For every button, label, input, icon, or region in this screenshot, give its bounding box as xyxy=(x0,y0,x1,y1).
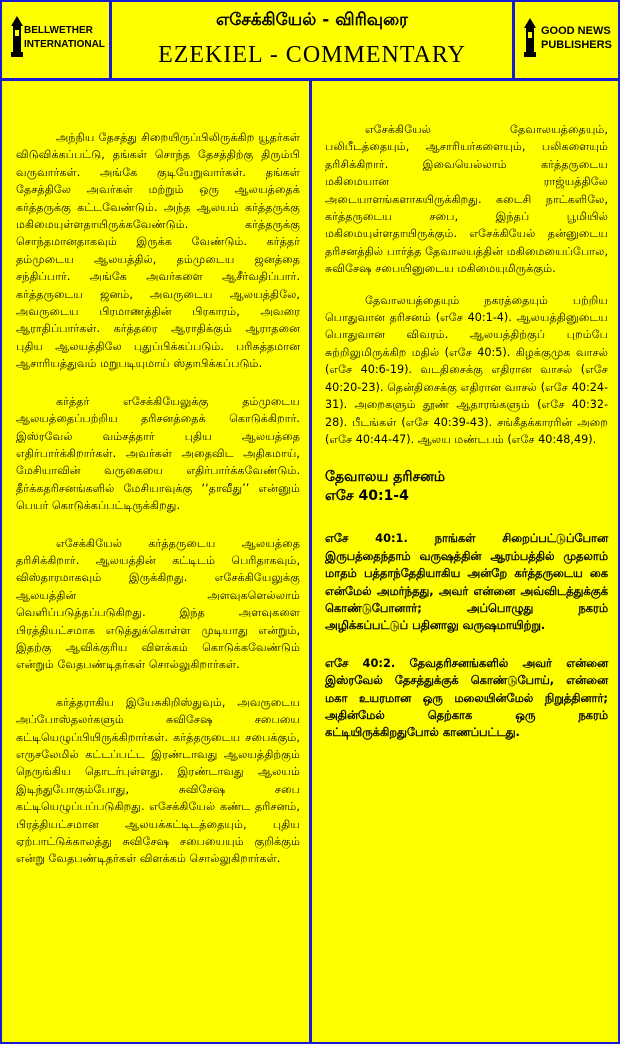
bellwether-logo xyxy=(2,2,112,78)
left-paragraph-4: கர்த்தராகிய இயேசுகிறிஸ்துவும், அவருடைய அப்போஸ்தலர்களும் சுவிசேஷ சபையை கட்டியெழுப்பியிருக்கிறார்கள். கர்த்தருடைய சபைக்கும், எருசலேமில் கட்டப்பட்ட இரண்டாவது ஆலயத்திற்கும் நெருங்கிய தொடர்புள்ளது. இரண்டாவது ஆலயம் இடிந்துபோகும்போது, சுவிசேஷ சபை கட்டியெழுப்பப்படுகிறது. எசேக்கியேல் கண்ட தரிசனம், பிரத்தியட்சமான ஆலயக்கட்டிடத்தையும், புதிய ஏற்பாட்டுக்காலத்து சுவிசேஷ சபையையும் குறிக்கும் என்று வேதபண்டிதர்கள் விளக்கம் சொல்லுகிறார்கள். xyxy=(16,695,300,866)
section-heading xyxy=(325,468,608,506)
page-title-tamil: எசேக்கியேல் - விரிவுரை xyxy=(216,10,408,30)
good-news-logo xyxy=(515,2,618,78)
right-column xyxy=(312,81,618,1042)
verse-40-1: எசே 40:1. நாங்கள் சிறைப்பட்டுப்போன இருபத்தைந்தாம் வருஷத்தின் ஆரம்பத்தில் முதலாம் மாதம் பத்தாந்தேதியாகிய அன்றே கர்த்தருடைய கை என்மேல் அமர்ந்தது, அவர் என்னை அவ்விடத்துக்குக் கொண்டுபோனார்; அப்பொழுது நகரம் அழிக்கப்பட்டுப் பதினாலு வருஷமாயிற்று. xyxy=(325,531,608,633)
left-paragraph-1: அந்நிய தேசத்து சிறையிருப்பிலிருக்கிற யூதர்கள் விடுவிக்கப்பட்டு, தங்கள் சொந்த தேசத்திற்கு திரும்பி வருவார்கள். அங்கே குடியேறுவார்கள். தங்கள் தேசத்திலே அவர்கள் மற்றும் ஒரு ஆலயத்தைக் கர்த்தருக்கு கட்டவேண்டும். அந்த ஆலயம் கர்த்தருக்கு மகிமையுள்ளதாயிருக்கவேண்டும். கர்த்தருக்கு சொந்தமானதாகவும் இருக்க வேண்டும். கர்த்தர் தம்முடைய ஆலயத்தில், தம்முடைய ஜனத்தை சந்திப்பார். அங்கே அவர்களை ஆசீர்வதிப்பார். கர்த்தருடைய ஜனம், அவருடைய ஆலயத்திலே, அவருடைய பிரமாணத்தின் பிரகாரம், அவரை ஆராதிப்பார்கள். கர்த்தரை ஆராதிக்கும் ஆராதனை புதிய ஆலயத்திலே புதுப்பிக்கப்படும். பரிசுத்தமான ஆசாரியத்துவம் மறுபடியுமாய் ஸ்தாபிக்கப்படும். xyxy=(16,131,300,371)
bell-tower-icon xyxy=(10,16,24,58)
left-logo-line1: BELLWETHER xyxy=(24,25,93,36)
section-heading-line1: தேவாலய தரிசனம் xyxy=(325,469,446,486)
left-logo-line2: INTERNATIONAL xyxy=(24,39,105,50)
verse-40-2: எசே 40:2. தேவதரிசனங்களில் அவர் என்னை இஸ்ரவேல் தேசத்துக்குக் கொண்டுபோய், என்னை மகா உயரமான ஒரு மலையின்மேல் நிறுத்தினார்; அதின்மேல் தெற்காக ஒரு நகரம் கட்டியிருக்கிறதுபோல் காணப்பட்டது. xyxy=(325,655,608,740)
section-heading-line2: எசே 40:1-4 xyxy=(325,488,409,505)
left-logo-text xyxy=(24,24,105,52)
left-paragraph-3: எசேக்கியேல் கர்த்தருடைய ஆலயத்தை தரிசிக்கிறார். ஆலயத்தின் கட்டிடம் பெரிதாகவும், விஸ்தாரமாகவும் இருக்கிறது. எசேக்கியேலுக்கு ஆலயத்தின் அளவுகளெல்லாம் வெளிப்படுத்தப்படுகிறது. இந்த அளவுகளை பிரத்தியட்சமாக எடுத்துக்கொள்ள முடியாது என்றும், இதற்கு ஆவிக்குரிய விளக்கம் கொடுக்கவேண்டும் என்றும் வேதபண்டிதர்கள் சொல்லுகிறார்கள். xyxy=(16,536,300,672)
left-column xyxy=(2,81,312,1042)
title-block xyxy=(112,2,515,78)
right-paragraph-2: தேவாலயத்தையும் நகரத்தையும் பற்றிய பொதுவான தரிசனம் (எசே 40:1-4). ஆலயத்தினுடைய பொதுவான விவரம். ஆலயத்திற்குப் புறம்பே சுற்றிலுமிருக்கிற மதில் (எசே 40:5). கிழக்குமுக வாசல் (எசே 40:6-19). வடதிசைக்கு எதிரான வாசல் (எசே 40:20-23). தென்திசைக்கு எதிரான வாசல் (எசே 40:24-31). அறைகளும் தூண் ஆதாரங்களும் (எசே 40:32-28). பீடங்கள் (எசே 40:39-43). சங்கீதக்காரரின் அறை (எசே 40:44-47). ஆலய மண்டபம் (எசே 40:48,49). xyxy=(325,293,608,446)
page-title-english: EZEKIEL - COMMENTARY xyxy=(158,42,466,68)
right-logo-text xyxy=(541,24,612,52)
bell-tower-icon xyxy=(523,18,537,58)
left-paragraph-2: கர்த்தர் எசேக்கியேலுக்கு தம்முடைய ஆலயத்தைப்பற்றிய தரிசனத்தைக் கொடுக்கிறார். இஸ்ரவேல் வம்சத்தார் புதிய ஆலயத்தை எதிர்பார்க்கிறார்கள். அவர்கள் அதைவிட அதிகமாய், மேசியாவின் வருகையை எதிர்பார்க்கவேண்டும். தீர்க்கதரிசனங்களில் மேசியாவுக்கு ‘‘தாவீது’’ என்னும் பெயர் கொடுக்கப்பட்டிருக்கிறது. xyxy=(16,394,300,513)
right-logo-line2: PUBLISHERS xyxy=(541,39,612,51)
header xyxy=(2,2,618,81)
right-logo-line1: GOOD NEWS xyxy=(541,25,611,37)
right-paragraph-1: எசேக்கியேல் தேவாலயத்தையும், பலிபீடத்தையும், ஆசாரியர்களையும், பலிகளையும் தரிசிக்கிறார். இவையெல்லாம் கர்த்தருடைய மகிமையான ராஜ்யத்திலே அடையாளங்களாகயிருக்கிறது. கடைசி நாட்களிலே, கர்த்தருடைய சபை, இந்தப் பூமியில் மகிமையுள்ளதாயிருக்கும். எசேக்கியேல் தன்னுடைய தரிசனத்தில் பார்த்த தேவாலயத்தின் மகிமையைப்போல, சுவிசேஷ சபையினுடைய மகிமையுமிருக்கும். xyxy=(325,123,608,276)
